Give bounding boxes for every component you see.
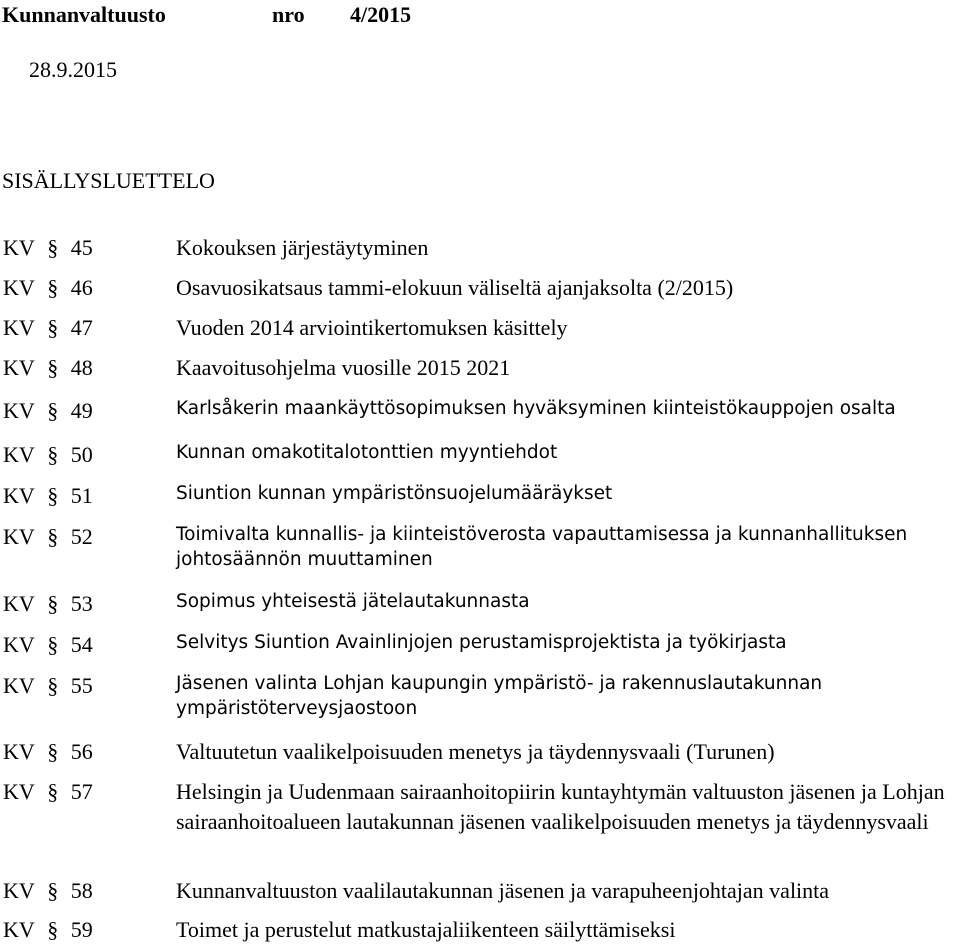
toc-item-number: 51 — [70, 483, 93, 508]
toc-item-number: 57 — [70, 779, 93, 804]
toc-item-code — [3, 233, 93, 263]
toc-item-number: 50 — [70, 442, 93, 467]
section-sign: § — [47, 779, 59, 804]
toc-item-code — [3, 481, 93, 511]
section-sign: § — [47, 275, 59, 300]
minutes-number: 4/2015 — [350, 2, 412, 27]
toc-item-title: Karlsåkerin maankäyttösopimuksen hyväksyminen kiinteistökauppojen osalta — [176, 398, 896, 419]
section-sign: § — [47, 632, 59, 657]
toc-item-number: 49 — [70, 398, 93, 423]
toc-item-number: 48 — [70, 355, 93, 380]
document-header — [2, 0, 411, 30]
toc-item-title: Toimet ja perustelut matkustajaliikenteen säilyttämiseksi — [176, 917, 676, 942]
toc-item-prefix: KV — [3, 591, 35, 616]
meeting-date: 28.9.2015 — [29, 57, 117, 82]
toc-item-number: 56 — [70, 739, 93, 764]
toc-item-number: 54 — [70, 632, 93, 657]
toc-item-title: Helsingin ja Uudenmaan sairaanhoitopiirin kuntayhtymän valtuuston jäsenen ja Lohjan sairaanhoitoalueen lautakunnan jäsenen vaalikelpoisuuden menetys ja täydennysvaali — [176, 779, 945, 834]
section-sign: § — [47, 355, 59, 380]
toc-item-number: 59 — [70, 917, 93, 942]
toc-item-title: Toimivalta kunnallis- ja kiinteistöverosta vapauttamisessa ja kunnanhallituksen johtosäännön muuttaminen — [176, 524, 908, 570]
toc-item-code — [3, 915, 93, 945]
section-sign: § — [47, 739, 59, 764]
toc-item-prefix: KV — [3, 524, 35, 549]
toc-item-number: 47 — [70, 315, 93, 340]
toc-item-prefix: KV — [3, 483, 35, 508]
toc-item-number: 53 — [70, 591, 93, 616]
toc-item-code — [3, 876, 93, 906]
section-sign: § — [47, 673, 59, 698]
toc-item-code — [3, 671, 93, 701]
toc-item-title: Kokouksen järjestäytyminen — [176, 235, 429, 260]
toc-item-title: Osavuosikatsaus tammi-elokuun väliseltä ajanjaksolta (2/2015) — [176, 275, 734, 300]
toc-item-title: Vuoden 2014 arviointikertomuksen käsittely — [176, 315, 568, 340]
toc-item-code — [3, 630, 93, 660]
toc-item-number: 46 — [70, 275, 93, 300]
toc-item-title: Kunnan omakotitalotonttien myyntiehdot — [176, 442, 558, 463]
organ-name: Kunnanvaltuusto — [2, 2, 166, 27]
section-sign: § — [47, 878, 59, 903]
toc-item-prefix: KV — [3, 442, 35, 467]
toc-item-prefix: KV — [3, 315, 35, 340]
toc-item-title: Selvitys Siuntion Avainlinjojen perustamisprojektista ja työkirjasta — [176, 632, 787, 653]
toc-item-title: Siuntion kunnan ympäristönsuojelumääräykset — [176, 483, 613, 504]
toc-item-prefix: KV — [3, 235, 35, 260]
section-sign: § — [47, 235, 59, 260]
toc-item-prefix: KV — [3, 398, 35, 423]
toc-item-code — [3, 589, 93, 619]
toc-item-prefix: KV — [3, 878, 35, 903]
toc-item-number: 58 — [70, 878, 93, 903]
toc-item-title: Kaavoitusohjelma vuosille 2015 2021 — [176, 355, 511, 380]
number-label: nro — [272, 2, 305, 27]
section-sign: § — [47, 917, 59, 942]
toc-item-title: Valtuutetun vaalikelpoisuuden menetys ja täydennysvaali (Turunen) — [176, 739, 775, 764]
toc-item-prefix: KV — [3, 275, 35, 300]
section-sign: § — [47, 315, 59, 340]
toc-title: SISÄLLYSLUETTELO — [2, 168, 215, 193]
section-sign: § — [47, 442, 59, 467]
toc-item-prefix: KV — [3, 673, 35, 698]
toc-item-code — [3, 777, 93, 807]
toc-item-prefix: KV — [3, 739, 35, 764]
toc-item-title: Kunnanvaltuuston vaalilautakunnan jäsenen ja varapuheenjohtajan valinta — [176, 878, 830, 903]
toc-item-prefix: KV — [3, 355, 35, 380]
toc-item-code — [3, 396, 93, 426]
toc-item-prefix: KV — [3, 632, 35, 657]
toc-item-prefix: KV — [3, 917, 35, 942]
toc-item-number: 55 — [70, 673, 93, 698]
toc-item-code — [3, 440, 93, 470]
toc-item-number: 52 — [70, 524, 93, 549]
section-sign: § — [47, 524, 59, 549]
toc-item-number: 45 — [70, 235, 93, 260]
toc-item-code — [3, 273, 93, 303]
toc-item-title: Sopimus yhteisestä jätelautakunnasta — [176, 591, 530, 612]
section-sign: § — [47, 398, 59, 423]
toc-item-code — [3, 353, 93, 383]
toc-item-code — [3, 737, 93, 767]
section-sign: § — [47, 591, 59, 616]
toc-item-prefix: KV — [3, 779, 35, 804]
section-sign: § — [47, 483, 59, 508]
toc-item-code — [3, 313, 93, 343]
toc-item-title: Jäsenen valinta Lohjan kaupungin ympäristö- ja rakennuslautakunnan ympäristöterveysjaostoon — [176, 673, 823, 719]
toc-item-code — [3, 522, 93, 552]
